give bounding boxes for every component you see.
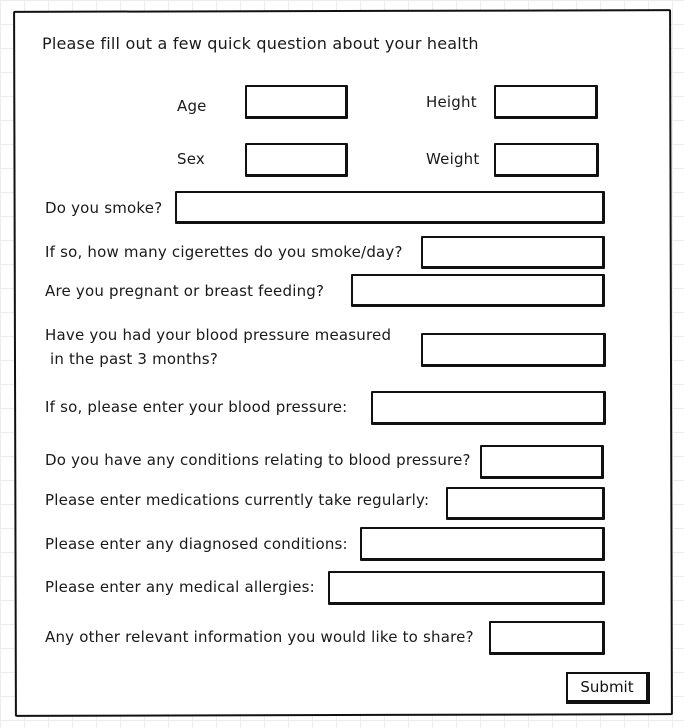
bp-conditions-input[interactable] <box>480 445 604 479</box>
submit-button[interactable]: Submit <box>566 672 650 704</box>
pregnant-input[interactable] <box>351 274 605 307</box>
cigarettes-input[interactable] <box>421 236 605 269</box>
other-info-label: Any other relevant information you would like to share? <box>45 628 474 646</box>
bp-measured-input[interactable] <box>421 333 606 367</box>
bp-value-label: If so, please enter your blood pressure: <box>45 398 348 416</box>
height-input[interactable] <box>494 85 598 119</box>
smoke-label: Do you smoke? <box>45 199 163 217</box>
height-label: Height <box>426 93 477 111</box>
sex-input[interactable] <box>245 143 348 177</box>
bp-conditions-label: Do you have any conditions relating to blood pressure? <box>45 451 471 469</box>
medications-label: Please enter medications currently take regularly: <box>45 491 430 509</box>
cigarettes-label: If so, how many cigerettes do you smoke/day? <box>45 243 403 261</box>
allergies-label: Please enter any medical allergies: <box>45 578 315 596</box>
other-info-input[interactable] <box>489 621 605 655</box>
medications-input[interactable] <box>446 487 605 520</box>
form-title: Please fill out a few quick question about your health <box>42 34 479 53</box>
diagnosed-input[interactable] <box>360 527 605 561</box>
diagnosed-label: Please enter any diagnosed conditions: <box>45 535 348 553</box>
age-input[interactable] <box>245 85 348 119</box>
sex-label: Sex <box>177 150 205 168</box>
bp-value-input[interactable] <box>371 391 606 425</box>
smoke-input[interactable] <box>175 191 605 224</box>
age-label: Age <box>177 97 207 115</box>
allergies-input[interactable] <box>328 571 605 605</box>
bp-measured-label-line2: in the past 3 months? <box>50 350 218 368</box>
weight-input[interactable] <box>494 143 599 177</box>
bp-measured-label-line1: Have you had your blood pressure measured <box>45 326 392 344</box>
weight-label: Weight <box>426 150 480 168</box>
pregnant-label: Are you pregnant or breast feeding? <box>45 282 325 300</box>
